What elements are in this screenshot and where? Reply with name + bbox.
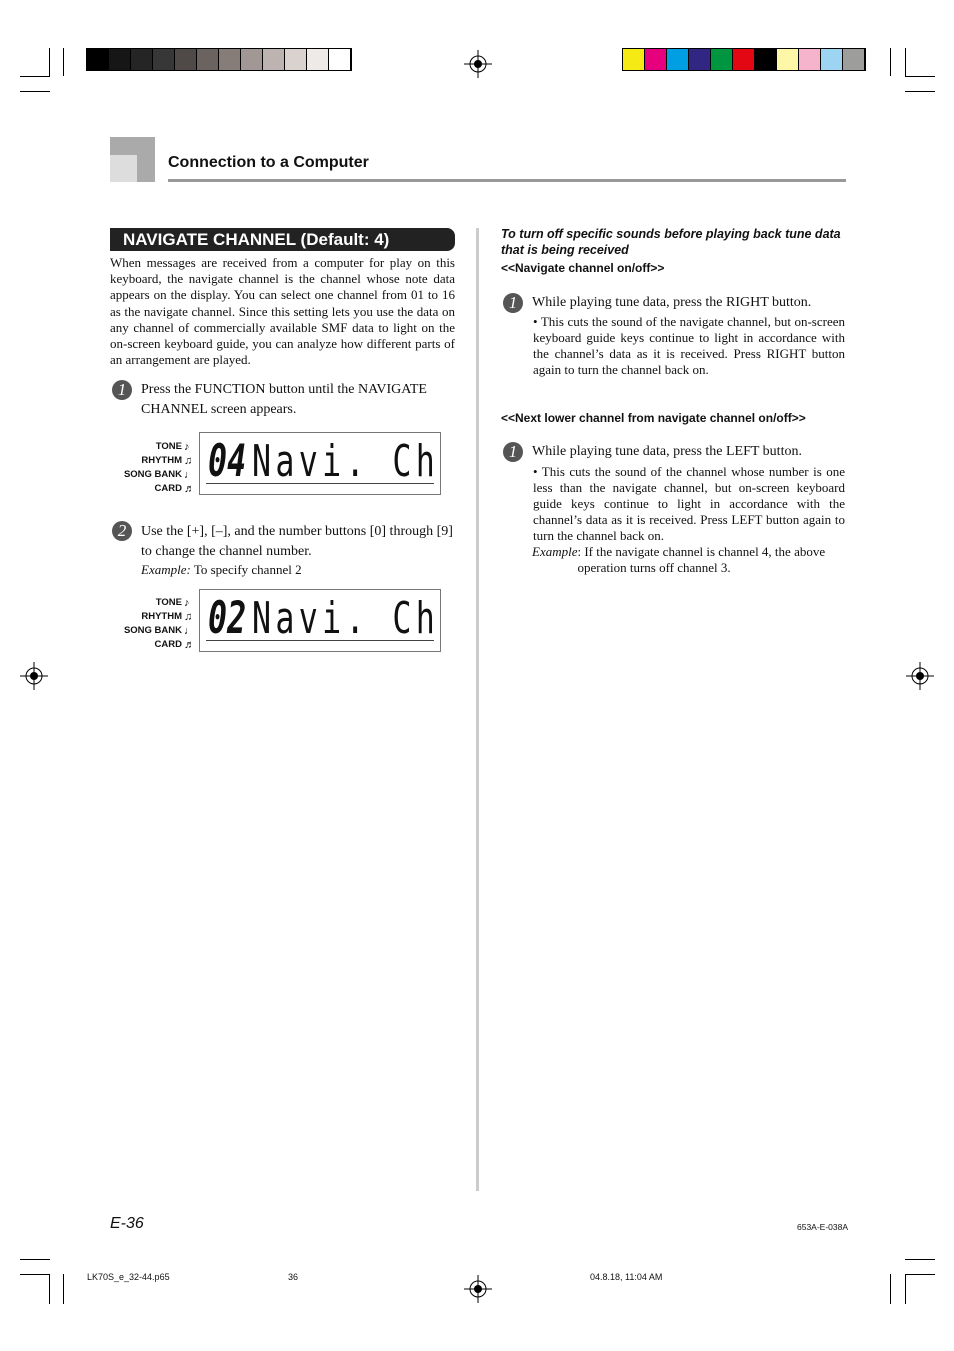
color-swatch	[87, 49, 109, 70]
step-number: 1	[503, 442, 523, 462]
right-heading-line1: To turn off specific sounds before playing back tune data	[501, 227, 841, 241]
step-number: 1	[503, 293, 523, 313]
color-swatch	[109, 49, 131, 70]
crop-mark	[63, 48, 64, 76]
color-swatch	[241, 49, 263, 70]
crop-mark	[905, 91, 935, 92]
page-title: Connection to a Computer	[168, 154, 369, 171]
color-swatch	[329, 49, 351, 70]
color-swatch	[777, 49, 799, 70]
step-b-bullet: • This cuts the sound of the channel whose number is one less than the navigate channel, but on-screen keyboard guide keys continue to light in accordance with the channel’s data as it is received. Press LEFT button again to turn the channel back on.	[533, 464, 845, 543]
header-rule	[168, 179, 846, 182]
crop-mark	[905, 1274, 935, 1275]
example-text: To specify channel 2	[193, 562, 302, 577]
subheading-next-lower: <<Next lower channel from navigate channel on/off>>	[501, 411, 806, 425]
right-heading-line2: that is being received	[501, 243, 629, 257]
lcd-text: Navi. Ch	[252, 436, 440, 487]
document-code: 653A-E-038A	[797, 1222, 849, 1232]
print-page-number: 36	[288, 1272, 299, 1282]
drum-icon: ♫	[184, 455, 193, 467]
lcd-label-song-bank: SONG BANK	[123, 625, 182, 636]
bank-icon: ♩	[184, 469, 195, 481]
grayscale-bar	[86, 48, 352, 71]
color-swatch	[307, 49, 329, 70]
card-icon: ♬	[184, 483, 195, 495]
color-swatch	[733, 49, 755, 70]
color-swatch	[645, 49, 667, 70]
intro-paragraph: When messages are received from a computer for play on this keyboard, the navigate channel is the channel whose note data appears on the display. You can select one channel from 01 to 16 as the navigate channel. Since this setting lets you use the data on any channel of commercially available SMF data to light on the on-screen keyboard guide, you can analyze how different parts of an arrangement are played.	[110, 255, 455, 368]
crop-mark	[63, 1274, 64, 1304]
crop-mark	[890, 48, 891, 76]
crop-mark	[49, 1274, 50, 1304]
example-text: : If the navigate channel is channel 4, the above operation turns off channel 3.	[577, 544, 826, 575]
step-number: 2	[112, 521, 132, 541]
step-b-text: While playing tune data, press the LEFT button.	[532, 444, 802, 459]
lcd-display-1	[199, 432, 441, 495]
color-swatch	[689, 49, 711, 70]
crop-mark	[20, 91, 50, 92]
lcd-labels	[110, 596, 182, 652]
note-icon: ♪	[184, 441, 190, 453]
header-tab-graphic	[110, 137, 155, 182]
lcd-label-tone: TONE	[155, 597, 182, 608]
section-title: NAVIGATE CHANNEL (Default: 4)	[110, 228, 455, 251]
registration-target-icon	[20, 662, 48, 690]
column-divider	[476, 228, 479, 1191]
print-date: 04.8.18, 11:04 AM	[590, 1272, 663, 1282]
crop-mark	[905, 76, 935, 77]
color-swatch	[285, 49, 307, 70]
lcd-label-rhythm: RHYTHM	[141, 611, 182, 622]
lcd-channel-number: 04	[208, 436, 247, 487]
page-number: E-36	[110, 1215, 144, 1232]
note-icon: ♪	[184, 597, 190, 609]
color-swatch	[623, 49, 645, 70]
step-1-text: Press the FUNCTION button until the NAVIGATE CHANNEL screen appears.	[141, 382, 427, 417]
step-2-example	[141, 562, 302, 578]
color-swatch	[153, 49, 175, 70]
crop-mark	[20, 1259, 50, 1260]
crop-mark	[905, 1274, 906, 1304]
color-swatch	[131, 49, 153, 70]
bank-icon: ♩	[184, 625, 195, 637]
lcd-display-2	[199, 589, 441, 652]
crop-mark	[49, 48, 50, 76]
file-name: LK70S_e_32-44.p65	[87, 1272, 170, 1282]
color-swatch	[175, 49, 197, 70]
lcd-label-card: CARD	[154, 639, 182, 650]
lcd-text: Navi. Ch	[252, 593, 440, 644]
crop-mark	[905, 48, 906, 76]
crop-mark	[20, 76, 50, 77]
card-icon: ♬	[184, 639, 195, 651]
lcd-indicator-icons	[184, 596, 195, 652]
lcd-label-tone: TONE	[155, 441, 182, 452]
registration-target-icon	[464, 50, 492, 78]
drum-icon: ♫	[184, 611, 193, 623]
step-number: 1	[112, 380, 132, 400]
lcd-label-rhythm: RHYTHM	[141, 455, 182, 466]
crop-mark	[20, 1274, 50, 1275]
right-heading	[501, 226, 841, 258]
crop-mark	[890, 1274, 891, 1304]
registration-target-icon	[906, 662, 934, 690]
step-a-bullet: • This cuts the sound of the navigate channel, but on-screen keyboard guide keys continue to light in accordance with the channel’s data as it is received. Press RIGHT button again to turn the channel back on.	[533, 314, 845, 377]
step-b-example	[532, 544, 846, 576]
color-bar	[622, 48, 866, 71]
crop-mark	[905, 1259, 935, 1260]
color-swatch	[219, 49, 241, 70]
subheading-navigate: <<Navigate channel on/off>>	[501, 261, 665, 275]
color-swatch	[755, 49, 777, 70]
color-swatch	[711, 49, 733, 70]
step-a-text: While playing tune data, press the RIGHT button.	[532, 295, 812, 310]
color-swatch	[667, 49, 689, 70]
example-label: Example	[532, 544, 578, 559]
lcd-label-card: CARD	[154, 483, 182, 494]
color-swatch	[263, 49, 285, 70]
lcd-channel-number: 02	[208, 593, 247, 644]
lcd-labels	[110, 440, 182, 496]
color-swatch	[843, 49, 865, 70]
step-2-text: Use the [+], [–], and the number buttons [0] through [9] to change the channel number.	[141, 524, 453, 559]
lcd-indicator-icons	[184, 440, 195, 496]
color-swatch	[821, 49, 843, 70]
registration-target-icon	[464, 1275, 492, 1303]
color-swatch	[197, 49, 219, 70]
lcd-label-song-bank: SONG BANK	[123, 469, 182, 480]
example-label: Example:	[141, 562, 191, 577]
color-swatch	[799, 49, 821, 70]
